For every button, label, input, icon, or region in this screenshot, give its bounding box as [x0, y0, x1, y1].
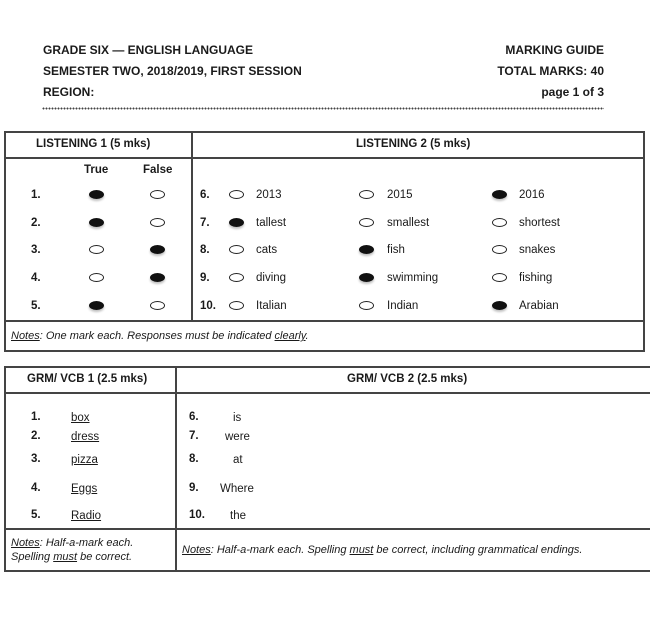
option-label: 2013 — [256, 189, 282, 201]
question-number: 2. — [31, 430, 41, 442]
true-answer-bubble[interactable] — [89, 273, 104, 282]
region-label: REGION: — [43, 85, 95, 99]
question-number: 8. — [189, 453, 199, 465]
false-answer-bubble[interactable] — [150, 301, 165, 310]
question-number: 7. — [200, 217, 210, 229]
option-bubble[interactable] — [229, 273, 244, 282]
answer-word: is — [233, 412, 242, 424]
question-number: 8. — [200, 244, 210, 256]
page-number: page 1 of 3 — [541, 85, 604, 99]
option-label: swimming — [387, 272, 439, 284]
grm2-notes-text: : Half-a-mark each. Spelling — [210, 544, 350, 556]
dotted-separator — [42, 107, 604, 112]
option-label: snakes — [519, 244, 556, 256]
semester-line: SEMESTER TWO, 2018/2019, FIRST SESSION — [43, 64, 302, 78]
true-answer-bubble[interactable] — [89, 218, 104, 227]
answer-word: pizza — [71, 454, 98, 466]
option-label: fishing — [519, 272, 553, 284]
question-number: 10. — [189, 509, 205, 521]
marking-guide-label: MARKING GUIDE — [505, 43, 604, 57]
notes-text: : One mark each. Responses must be indicated — [39, 330, 275, 342]
option-label: Arabian — [519, 300, 559, 312]
question-number: 1. — [31, 411, 41, 423]
notes-emphasis: clearly — [274, 330, 306, 342]
false-column-header: False — [143, 164, 173, 176]
option-bubble[interactable] — [492, 273, 507, 282]
option-label: cats — [256, 244, 278, 256]
question-number: 4. — [31, 482, 41, 494]
grm2-notes — [182, 544, 582, 556]
question-number: 5. — [31, 509, 41, 521]
question-number: 10. — [200, 300, 216, 312]
grm2-notes-end: be correct, including grammatical endings. — [373, 544, 583, 556]
grm1-notes-emphasis: must — [53, 551, 78, 563]
grm2-notes-emphasis: must — [349, 544, 374, 556]
option-bubble[interactable] — [229, 218, 244, 227]
answer-word: were — [225, 431, 250, 443]
question-number: 9. — [189, 482, 199, 494]
option-label: tallest — [256, 217, 287, 229]
option-bubble[interactable] — [359, 245, 374, 254]
listening2-title: LISTENING 2 (5 mks) — [356, 138, 471, 150]
option-bubble[interactable] — [229, 190, 244, 199]
option-bubble[interactable] — [492, 190, 507, 199]
option-label: Indian — [387, 300, 419, 312]
question-number: 1. — [31, 189, 41, 201]
false-answer-bubble[interactable] — [150, 218, 165, 227]
true-answer-bubble[interactable] — [89, 245, 104, 254]
true-answer-bubble[interactable] — [89, 190, 104, 199]
answer-word: Eggs — [71, 483, 98, 495]
notes-end: . — [305, 330, 309, 342]
total-marks: TOTAL MARKS: 40 — [497, 64, 604, 78]
true-column-header: True — [84, 164, 109, 176]
false-answer-bubble[interactable] — [150, 190, 165, 199]
option-label: diving — [256, 272, 287, 284]
question-number: 3. — [31, 453, 41, 465]
question-number: 5. — [31, 300, 41, 312]
option-bubble[interactable] — [359, 301, 374, 310]
grm1-notes-end: be correct. — [77, 551, 133, 563]
answer-word: at — [233, 454, 243, 466]
grm1-notes-text: : Half-a-mark each. — [39, 537, 134, 549]
answer-word: Radio — [71, 510, 102, 522]
listening-notes — [11, 330, 309, 342]
option-label: 2016 — [519, 189, 545, 201]
answer-word: Where — [220, 483, 254, 495]
notes-label: Notes — [11, 330, 40, 342]
question-number: 3. — [31, 244, 41, 256]
false-answer-bubble[interactable] — [150, 273, 165, 282]
option-label: shortest — [519, 217, 560, 229]
option-bubble[interactable] — [492, 245, 507, 254]
question-number: 9. — [200, 272, 210, 284]
option-label: smallest — [387, 217, 430, 229]
grm2-notes-label: Notes — [182, 544, 211, 556]
question-number: 6. — [189, 411, 199, 423]
grm1-notes-line1 — [11, 537, 133, 549]
answer-word: box — [71, 412, 90, 424]
option-label: 2015 — [387, 189, 413, 201]
grm1-notes-line2 — [11, 551, 132, 563]
answer-word: the — [230, 510, 246, 522]
false-answer-bubble[interactable] — [150, 245, 165, 254]
option-bubble[interactable] — [492, 218, 507, 227]
option-bubble[interactable] — [229, 301, 244, 310]
grm2-title: GRM/ VCB 2 (2.5 mks) — [347, 373, 468, 385]
option-label: fish — [387, 244, 405, 256]
option-bubble[interactable] — [359, 273, 374, 282]
grm1-notes-text2: Spelling — [11, 551, 54, 563]
option-bubble[interactable] — [359, 190, 374, 199]
question-number: 2. — [31, 217, 41, 229]
question-number: 7. — [189, 430, 199, 442]
option-bubble[interactable] — [229, 245, 244, 254]
answer-word: dress — [71, 431, 100, 443]
question-number: 4. — [31, 272, 41, 284]
option-label: Italian — [256, 300, 287, 312]
true-answer-bubble[interactable] — [89, 301, 104, 310]
grm1-notes-label: Notes — [11, 537, 40, 549]
option-bubble[interactable] — [492, 301, 507, 310]
option-bubble[interactable] — [359, 218, 374, 227]
document-title: GRADE SIX — ENGLISH LANGUAGE — [43, 43, 254, 57]
grm1-title: GRM/ VCB 1 (2.5 mks) — [27, 373, 148, 385]
listening1-title: LISTENING 1 (5 mks) — [36, 138, 151, 150]
question-number: 6. — [200, 189, 210, 201]
